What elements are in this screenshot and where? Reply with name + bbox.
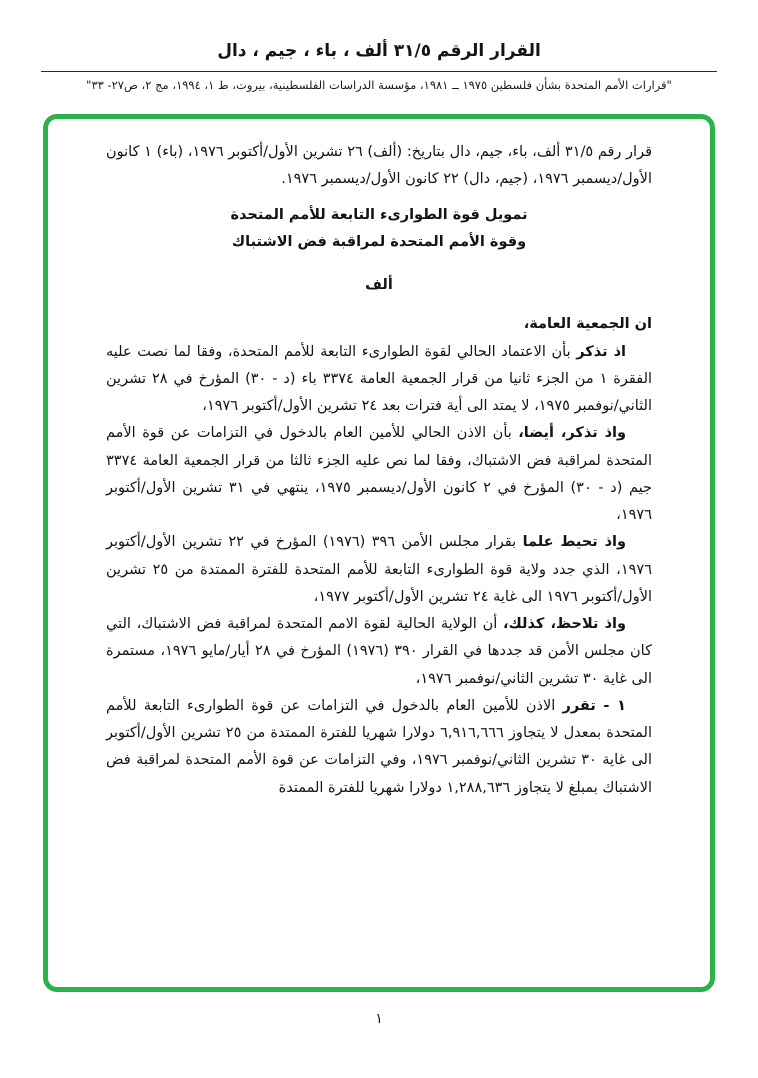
header-divider xyxy=(41,71,717,72)
clause-1-lead: اذ تذكر xyxy=(576,343,627,360)
clause-4-lead: واذ تلاحظ، كذلك، xyxy=(503,616,627,633)
source-citation: "قرارات الأمم المتحدة بشأن فلسطين ١٩٧٥ ــ ١٩٨١، مؤسسة الدراسات الفلسطينية، بيروت، ط ١، ١٩٩٤، مج ٢، ص٢٧- ٣٣" xyxy=(86,77,672,92)
resolution-text xyxy=(106,139,652,802)
clause-3 xyxy=(106,529,652,611)
clause-2-text: بأن الاذن الحالي للأمين العام بالدخول في التزامات عن قوة الأمم المتحدة لمراقبة فض الاشتباك، وفقا لما نص عليه الجزء ثالثا من قرار الجمعية العامة ٣٣٧٤ جيم (د - ٣٠) المؤرخ في ٢ كانون الأول/ديسمبر ١٩٧٥، ينتهي في ٣١ تشرين الأول/أكتوبر ١٩٧٦، xyxy=(106,425,652,524)
clause-1 xyxy=(106,339,652,421)
clause-1-text: بأن الاعتماد الحالي لقوة الطوارىء التابعة للأمم المتحدة، وفقا لما نصت عليه الفقرة ١ من الجزء ثانيا من قرار الجمعية العامة ٣٣٧٤ باء (د - ٣٠) المؤرخ في ٢٨ تشرين الثاني/نوفمبر ١٩٧٥، لا يمتد الى أية فترات بعد ٢٤ تشرين الأول/أكتوبر ١٩٧٦، xyxy=(106,343,653,415)
resolution-subject-line-1: تمويل قوة الطوارىء التابعة للأمم المتحدة xyxy=(230,206,528,223)
document-header xyxy=(41,40,717,94)
preamble-general-assembly: ان الجمعية العامة، xyxy=(523,316,652,333)
clause-4 xyxy=(106,611,652,693)
clause-3-text: بقرار مجلس الأمن ٣٩٦ (١٩٧٦) المؤرخ في ٢٢ تشرين الأول/أكتوبر ١٩٧٦، الذي جدد ولاية قوة الطوارىء التابعة للأمم المتحدة للفترة الممتدة من ٢٥ تشرين الأول/أكتوبر ١٩٧٦ الى غاية ٢٤ تشرين الأول/أكتوبر ١٩٧٧، xyxy=(106,534,652,605)
page-number: ١ xyxy=(375,1011,383,1028)
section-heading-alif: ألف xyxy=(365,277,393,294)
clause-5-text: الاذن للأمين العام بالدخول في التزامات عن قوة الطوارىء التابعة للأمم المتحدة بمعدل لا يتجاوز ٦,٩١٦,٦٦٦ دولارا شهريا للفترة الممتدة من ٢٥ تشرين الأول/أكتوبر الى غاية ٣٠ تشرين الثاني/نوفمبر ١٩٧٦، وفي التزامات عن قوة الأمم المتحدة لمراقبة فض الاشتباك بمبلغ لا يتجاوز ١,٢٨٨,٦٣٦ دولارا شهريا للفترة الممتدة xyxy=(106,697,653,796)
green-frame xyxy=(43,114,715,992)
clause-5-decides xyxy=(106,693,652,802)
clause-2 xyxy=(106,420,652,529)
clause-4-text: أن الولاية الحالية لقوة الامم المتحدة لمراقبة فض الاشتباك، التي كان مجلس الأمن قد جددها في القرار ٣٩٠ (١٩٧٦) المؤرخ في ٢٨ أيار/مايو ١٩٧٦، مستمرة الى غاية ٣٠ تشرين الثاني/نوفمبر ١٩٧٦، xyxy=(106,616,652,687)
clause-5-lead: ١ - تقرر xyxy=(562,697,626,714)
resolution-subject-line-2: وقوة الأمم المتحدة لمراقبة فض الاشتباك xyxy=(231,233,527,250)
clause-2-lead: واذ تذكر، أيضا، xyxy=(518,425,627,442)
page-footer xyxy=(0,1008,758,1027)
clause-3-lead: واذ تحيط علما xyxy=(522,534,626,551)
resolution-number-title: القرار الرقم ٣١/٥ ألف ، باء ، جيم ، دال xyxy=(217,41,541,61)
resolution-dates-intro: قرار رقم ٣١/٥ ألف، باء، جيم، دال بتاريخ: (ألف) ٢٦ تشرين الأول/أكتوبر ١٩٧٦، (باء) ١ كانون الأول/ديسمبر ١٩٧٦، (جيم، دال) ٢٢ كانون الأول/ديسمبر ١٩٧٦. xyxy=(106,144,653,188)
